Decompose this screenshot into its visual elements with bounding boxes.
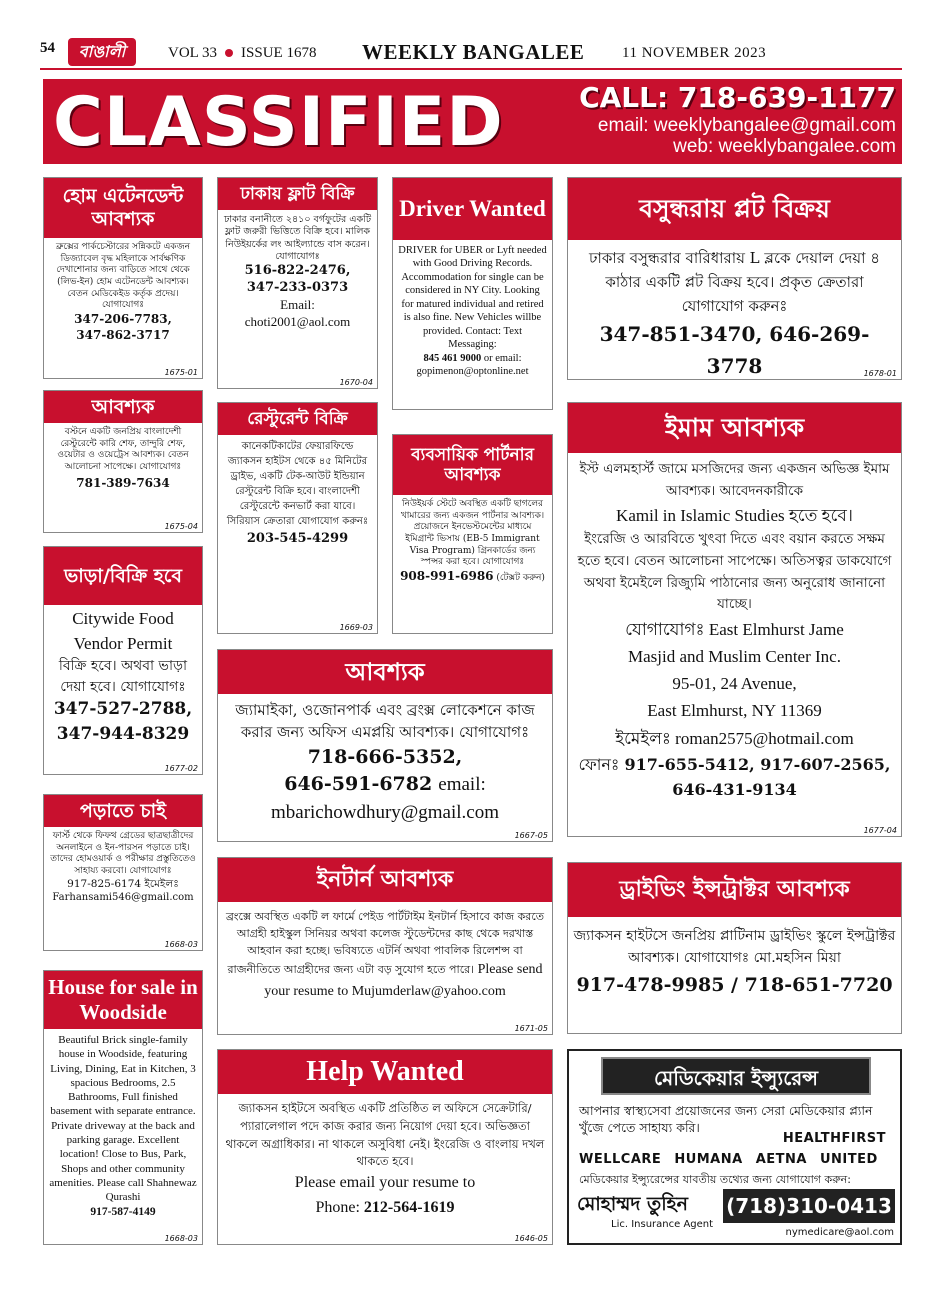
- ad-address: 95-01, 24 Avenue,: [672, 674, 797, 694]
- issue: ISSUE 1678: [241, 45, 317, 61]
- ad-phone: 516-822-2476,: [244, 263, 351, 279]
- ad-line: Citywide Food: [72, 609, 174, 628]
- ad-address: East Elmhurst, NY 11369: [647, 701, 822, 721]
- ad-phone-prefix: Phone:: [315, 1199, 360, 1217]
- ad-phone: 347-233-0373: [246, 280, 349, 296]
- ad-email-prefix: or email:: [483, 352, 522, 364]
- ad-phone: (718)310-0413: [723, 1189, 895, 1223]
- ad-code: 1675-04: [164, 522, 198, 531]
- ad-code: 1668-03: [164, 1234, 198, 1243]
- ad-restaurant-sale: [217, 402, 378, 634]
- ad-code: 1668-03: [164, 940, 198, 949]
- ad-phone-label: ফোনঃ: [578, 754, 620, 774]
- ad-body: [568, 240, 901, 380]
- ad-contact: যোগাযোগঃ East Elmhurst Jame: [625, 619, 844, 639]
- ad-email: Farhansami546@gmail.com: [52, 892, 194, 904]
- newspaper-logo: বাঙালী: [68, 38, 136, 66]
- plan-item: HUMANA: [674, 1152, 743, 1167]
- ad-text: জ্যাকসন হাইটসে জনপ্রিয় প্লাটিনাম ড্রাইভিং স্কুলে ইন্সট্রাক্টর আবশ্যক। যোগাযোগঃ মো.মহসিন মিয়া: [573, 928, 896, 967]
- ad-business-partner: [392, 434, 553, 634]
- ad-heading: ইমাম আবশ্যক: [568, 403, 901, 453]
- publication-name: WEEKLY BANGALEE: [362, 40, 585, 64]
- ad-body: [393, 240, 552, 378]
- ad-note: (টেক্সট করুন): [496, 573, 545, 584]
- ad-email: choti2001@aol.com: [244, 314, 351, 330]
- ad-phone: 917-587-4149: [90, 1205, 156, 1218]
- ad-driver: [392, 177, 553, 410]
- ad-code: 1669-03: [339, 623, 373, 632]
- volume: VOL 33: [168, 45, 218, 61]
- plan-item: AETNA: [755, 1152, 807, 1167]
- ad-phone: 908-991-6986: [400, 569, 494, 584]
- ad-text: ব্রুক্সের পার্কচেস্টারের সন্নিকটে একজন ডিজ্যাবেল বৃদ্ধ মহিলাকে সার্বক্ষণিক দেখাশোনার জন্য বাড়িতে সাথে থেকে (লিভ-ইন) হোম এটেনডেন্ট আবশ্যক। বেতন মেডিকেইড কর্তৃক প্রদেয়। যোগাযোগঃ: [55, 242, 191, 311]
- ad-code: 1670-04: [339, 378, 373, 387]
- ad-heading: ব্যবসায়িক পার্টনার আবশ্যক: [393, 435, 552, 495]
- ad-line: Please email your resume to: [294, 1174, 476, 1192]
- ad-text: ফার্স্ট থেকে ফিফথ গ্রেডের ছাত্রছাত্রীদের অনলাইনে ও ইন-পারসন পড়াতে চাই। তাদের হোমওয়ার্ক ও পরীক্ষার প্রস্তুতিতেও সাহায্য করবো। যোগাযোগঃ: [50, 831, 196, 877]
- ad-text: Kamil in Islamic Studies হতে হবে।: [616, 506, 853, 526]
- plan-list: [579, 1152, 894, 1167]
- volume-issue: [168, 45, 316, 62]
- agent-role: Lic. Insurance Agent: [611, 1219, 714, 1230]
- banner-call: CALL: 718-639-1177: [579, 81, 896, 114]
- ad-tutor: [43, 794, 203, 951]
- ad-text: ব্রংক্সে অবস্থিত একটি ল ফার্মে পেইড পার্টটাইম ইনটার্ন হিসাবে কাজ করতে আগ্রহী হাইস্কুল সিনিয়র অথবা কলেজ স্টুডেন্টদের কাছ থেকে দরখাস্ত আহবান করা হচ্ছে। ভবিষ্যতে এটর্নি অথবা পাবলিক রিলেশন্স বা রাজনীতিতে আগ্রহীদের জন্য এটা বড় সুযোগ হতে পারে।: [225, 910, 545, 977]
- ad-body: [44, 605, 202, 746]
- ad-body: [218, 902, 552, 1003]
- classified-banner: [43, 79, 902, 164]
- ad-sub-text: মেডিকেয়ার ইন্স্যুরেন্সের যাবতীয় তথ্যের জন্য যোগাযোগ করুন:: [579, 1173, 851, 1186]
- ad-heading: রেস্টুরেন্ট বিক্রি: [218, 403, 377, 435]
- ad-email: nymedicare@aol.com: [785, 1227, 894, 1238]
- ad-body: [568, 917, 901, 1000]
- ad-driving-instructor: [567, 862, 902, 1034]
- plan-item: WELLCARE: [579, 1152, 662, 1167]
- ad-text: ঢাকার বসুন্ধরার বারিধারায় L ব্লকে দেয়াল দেয়া ৪ কাঠার একটি প্লট বিক্রয় হবে। প্রকৃত ক্রেতারা যোগাযোগ করুনঃ: [589, 249, 880, 315]
- ad-heading: পড়াতে চাই: [44, 795, 202, 827]
- ad-body: [44, 423, 202, 491]
- banner-title: CLASSIFIED: [53, 83, 504, 162]
- ad-email-label: email:: [438, 774, 486, 796]
- ad-phone: 718-666-5352,: [307, 745, 463, 768]
- ad-phone: 917-478-9985 / 718-651-7720: [576, 973, 893, 996]
- ad-phone: 212-564-1619: [363, 1199, 455, 1217]
- ad-body: [568, 453, 901, 803]
- page-number: 54: [40, 40, 55, 56]
- ad-text: বস্টনে একটি জনপ্রিয় বাংলাদেশী রেস্টুরেন্টে কারি শেফ, তান্দুরি শেফ, ওয়েটার ও ওয়েট্রেস আবশ্যক। বেতন আলোচনা সাপেক্ষে। যোগাযোগঃ: [57, 427, 189, 473]
- ad-text: কানেকটিকাটের ফেয়ারফিল্ডে জ্যাকসন হাইটস থেকে ৪৫ মিনিটের ড্রাইভ, একটি টেক-আউট ইন্ডিয়ান রেস্টুরেন্ট বিক্রি হবে। বাংলাদেশী রেস্টুরেন্টে কনভার্ট করা যাবে। সিরিয়াস ক্রেতারা যোগাযোগ করুনঃ: [226, 441, 369, 527]
- banner-web: web: weeklybangalee.com: [673, 136, 896, 157]
- ad-line: Vendor Permit: [73, 633, 173, 653]
- ad-contact: 917-825-6174 ইমেইলঃ: [67, 877, 179, 890]
- ad-phone: 646-591-6782: [284, 773, 433, 796]
- ad-text: DRIVER for UBER or Lyft needed with Good Driving Records. Accommodation for single can be considered in NY City. Looking for matured individual and retired is also fine. New Vehicles willbe provided. Contact: Text Messaging:: [398, 245, 547, 351]
- ad-phone: 347-944-8329: [56, 723, 190, 744]
- plan-list: [579, 1131, 894, 1146]
- ad-code: 1677-04: [863, 826, 897, 835]
- ad-text: নিউইয়র্ক স্টেটে অবস্থিত একটি ছাগলের খামারের জন্য একজন পার্টনার আবশ্যক। প্রয়োজনে ইনভেস্টমেন্টের মাধ্যমে ইমিগ্রান্ট ভিসায় (EB-5 Immigrant Visa Program) গ্রিনকার্ডের জন্য স্পন্সর করা হবে। যোগাযোগঃ: [400, 499, 545, 568]
- ad-phone: 917-655-5412, 917-607-2565,: [624, 754, 891, 774]
- ad-house-sale: [43, 970, 203, 1245]
- ad-body: [218, 435, 377, 549]
- ad-heading: হোম এটেনডেন্ট আবশ্যক: [44, 178, 202, 238]
- plan-item: UNITED: [820, 1152, 878, 1167]
- ad-restaurant-staff: [43, 390, 203, 533]
- ad-heading: ঢাকায় ফ্লাট বিক্রি: [218, 178, 377, 210]
- ad-email: ইমেইলঃ roman2575@hotmail.com: [615, 728, 854, 748]
- ad-code: 1675-01: [164, 368, 198, 377]
- banner-email: email: weeklybangalee@gmail.com: [597, 115, 896, 136]
- ad-imam: [567, 402, 902, 837]
- ad-text: Beautiful Brick single-family house in Woodside, featuring Living, Dining, Eat in Kitchen, 3 spacious Bedrooms, 2.5 Bathrooms, Full finished basement with separate entrance. Private driveway at the back and parking garage. Excellent location! Close to Bus, Park, Shops and other community amenities. Please call Shahnewaz Qurashi: [49, 1034, 197, 1204]
- ad-heading: Driver Wanted: [393, 178, 552, 240]
- ad-plot-sale: [567, 177, 902, 380]
- issue-date: 11 NOVEMBER 2023: [622, 45, 767, 61]
- ad-code: 1671-05: [514, 1024, 548, 1033]
- ad-code: 1667-05: [514, 831, 548, 840]
- ad-phone: 347-851-3470, 646-269-3778: [599, 322, 870, 378]
- ad-email: gopimenon@optonline.net: [416, 365, 529, 377]
- agent-name: মোহাম্মদ তুহিন: [577, 1193, 688, 1215]
- ad-body: [218, 694, 552, 826]
- ad-code: 1678-01: [863, 369, 897, 378]
- ad-body: [44, 238, 202, 343]
- ad-english-text: Please send your resume to Mujumderlaw@yahoo.com: [264, 962, 543, 999]
- ad-body: [393, 495, 552, 585]
- ad-food-permit: [43, 546, 203, 775]
- ad-dhaka-flat: [217, 177, 378, 389]
- ad-text: ইস্ট এলমহার্স্ট জামে মসজিদের জন্য একজন অভিজ্ঞ ইমাম আবশ্যক। আবেদনকারীকে: [579, 461, 890, 499]
- ad-body: [218, 210, 377, 331]
- ad-help-wanted: [217, 1049, 553, 1245]
- ad-heading: Help Wanted: [218, 1050, 552, 1094]
- ad-text: জ্যামাইকা, ওজোনপার্ক এবং ব্রংক্স লোকেশনে কাজ করার জন্য অফিস এমপ্লয়ি আবশ্যক। যোগাযোগঃ: [235, 701, 535, 741]
- plan-item: HEALTHFIRST: [782, 1131, 886, 1146]
- ad-heading: House for sale in Woodside: [44, 971, 202, 1029]
- ad-heading: আবশ্যক: [218, 650, 552, 694]
- ad-heading: বসুন্ধরায় প্লট বিক্রয়: [568, 178, 901, 240]
- ad-medicare: [567, 1049, 902, 1245]
- ad-email: mbarichowdhury@gmail.com: [270, 801, 500, 823]
- ad-text: ইংরেজি ও আরবিতে খুৎবা দিতে এবং বয়ান করতে সক্ষম হতে হবে। বেতন আলোচনা সাপেক্ষে। অতিসত্বর ডাকযোগে অথবা ইমেইলে রিজ্যুমি পাঠানোর জন্য অনুরোধ জানানো যাচ্ছে।: [577, 531, 892, 613]
- ad-email-label: Email:: [280, 297, 315, 313]
- ad-code: 1646-05: [514, 1234, 548, 1243]
- ad-phone: 203-545-4299: [246, 531, 349, 546]
- ad-text: জ্যাকসন হাইটসে অবস্থিত একটি প্রতিষ্ঠিত ল অফিসে সেক্রেটারি/প্যারালেগাল পদে কাজ করার জন্য নিয়োগ দেয়া হবে। অভিজ্ঞতা থাকলে অগ্রাধিকার। না থাকলে অসুবিধা নেই। ইংরেজি ও বাংলায় দখল থাকতে হবে।: [225, 1101, 545, 1169]
- ad-office-employee: [217, 649, 553, 842]
- ad-phone: 781-389-7634: [76, 475, 170, 490]
- ad-heading: ইনটার্ন আবশ্যক: [218, 858, 552, 902]
- red-dot-icon: [225, 49, 233, 57]
- ad-phone: 347-527-2788,: [53, 698, 193, 719]
- ad-home-attendant: [43, 177, 203, 379]
- ad-phone: 347-862-3717: [76, 327, 170, 342]
- ad-body: [44, 827, 202, 904]
- ad-phone: 845 461 9000: [423, 352, 482, 364]
- ad-intern: [217, 857, 553, 1035]
- ad-heading: আবশ্যক: [44, 391, 202, 423]
- ad-heading: মেডিকেয়ার ইন্স্যুরেন্স: [601, 1057, 871, 1095]
- ad-contact: Masjid and Muslim Center Inc.: [628, 646, 841, 666]
- ad-phone: 347-206-7783,: [74, 312, 172, 327]
- ad-text: ঢাকার বনানীতে ২৪১০ বর্গফুটের একটি ফ্লাট জরুরী ভিত্তিতে বিক্রি হবে। মালিক নিউইয়র্কের লং আইল্যান্ডে বাস করেন। যোগাযোগঃ: [223, 214, 371, 263]
- ad-phone: 646-431-9134: [672, 780, 797, 800]
- ad-code: 1677-02: [164, 764, 198, 773]
- ad-heading: ড্রাইভিং ইন্সট্রাক্টর আবশ্যক: [568, 863, 901, 917]
- ad-body: [44, 1029, 202, 1220]
- ad-heading: ভাড়া/বিক্রি হবে: [44, 547, 202, 605]
- ad-text: আপনার স্বাস্থ্যসেবা প্রয়োজনের জন্য সেরা মেডিকেয়ার প্ল্যান খুঁজে পেতে সাহায্য করি।: [579, 1103, 873, 1135]
- ad-body: [218, 1094, 552, 1221]
- ad-text: বিক্রি হবে। অথবা ভাড়া দেয়া হবে। যোগাযোগঃ: [58, 658, 188, 695]
